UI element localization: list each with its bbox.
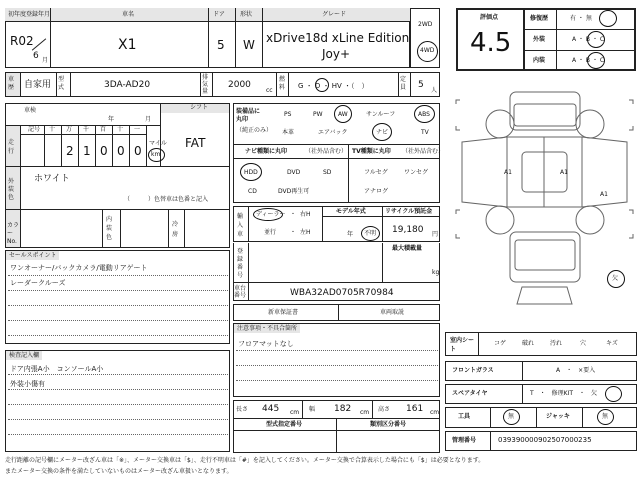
equipment-sub: （純正のみ）: [236, 127, 273, 134]
interior-b-circle: [587, 52, 605, 69]
front-glass-items: A ・ ×要入: [556, 367, 596, 374]
max-load-label: 最大積載量: [392, 245, 423, 252]
sales-point-line2: レーダークルーズ: [10, 279, 66, 287]
equip-ps: PS: [284, 111, 292, 118]
displacement-label: 排気量: [202, 74, 209, 95]
cold-label: 冷房: [172, 221, 179, 238]
grade-label: グレード: [322, 11, 347, 18]
navi-sub: （社外品含む）: [305, 148, 348, 155]
capacity-label: 定員: [400, 76, 407, 91]
model-value: 3DA-AD20: [104, 80, 151, 90]
score-label: 評価点: [480, 14, 499, 21]
type-cert-label: 型式指定番号: [266, 421, 303, 428]
inspection-year-unit: 年: [108, 116, 115, 123]
inspector-line1: ドア内張A小 コンソールA小: [10, 365, 104, 373]
seat-item-2: 汚れ: [550, 340, 563, 347]
equip-abs: ABS: [418, 111, 430, 118]
model-label: 型式: [58, 76, 65, 91]
exterior-color-label: 外装色: [8, 178, 15, 201]
first-reg-month-unit: 月: [42, 57, 49, 64]
navi-cd: CD: [248, 188, 257, 195]
seat-item-1: 破れ: [522, 340, 535, 347]
mileage-digit-2: 1: [83, 144, 91, 158]
mileage-digit-4: 0: [117, 144, 125, 158]
mileage-label: 走行: [8, 139, 15, 155]
mileage-digit-5: 0: [134, 144, 142, 158]
equip-leather: 本革: [282, 129, 295, 136]
fuel-label: 燃料: [279, 76, 286, 91]
interior-color-label: 内装色: [106, 216, 113, 241]
car-name: X1: [118, 37, 137, 53]
diagram-a1-bottom: A1: [600, 191, 608, 198]
car-diagram: [452, 82, 637, 322]
inspection-month-unit: 月: [145, 116, 152, 123]
tv-oneseg: ワンセグ: [404, 169, 429, 176]
score-value: 4.5: [470, 28, 512, 58]
tv-label: TV種類に丸印: [352, 148, 391, 155]
import-label: 輸入車: [237, 213, 244, 238]
capacity-unit: 人: [431, 87, 438, 94]
tv-fullseg: フルセグ: [364, 169, 388, 176]
car-outline-svg: [452, 82, 637, 322]
first-reg-month: 6: [33, 51, 39, 61]
use-label: 車歴: [8, 76, 15, 91]
model-year-unknown: 不明: [364, 230, 377, 237]
seat-item-4: キズ: [606, 340, 618, 347]
equipment-label: 装備品に丸印: [236, 108, 261, 123]
import-dealer: ディーラー: [256, 211, 286, 218]
equip-pw: PW: [313, 111, 323, 118]
navi-dvd-play: DVD再生可: [278, 188, 310, 195]
mileage-unit-0: 十: [49, 126, 56, 133]
height-label: 高さ: [378, 406, 391, 413]
inspection-label: 車検: [24, 107, 37, 114]
exterior-b-circle: [587, 31, 605, 48]
fuel-diesel-circle: [315, 78, 329, 92]
footer-line1: 走行距離の記号欄にメーター改ざん車は「※」、メーター交換車は「$」、走行不明車は「#」を記入してください。メーター交換で合算表示した場合にも「$」は必要となります。: [5, 457, 485, 464]
mileage-unit-5: 一: [134, 126, 141, 133]
capacity-value: 5: [418, 80, 424, 90]
length-unit: cm: [290, 409, 300, 416]
fuel-options: G ・ D ・ HV ・（ ）: [298, 82, 369, 90]
repair-none-circle: [599, 10, 617, 27]
spare-tire-none-circle: [605, 386, 622, 402]
mileage-unit-1: 万: [66, 126, 73, 133]
model-year-unit: 年: [347, 231, 354, 238]
doors-value: 5: [217, 38, 225, 52]
width-label: 幅: [309, 406, 316, 413]
navi-sd: SD: [323, 169, 332, 176]
chassis-value: WBA32AD0705R70984: [290, 288, 394, 298]
import-right-mark: ・: [290, 211, 297, 218]
mile-label: マイル: [149, 140, 167, 147]
jack-label: ジャッキ: [546, 413, 570, 420]
mileage-unit-2: 千: [83, 126, 90, 133]
cc-unit: cc: [266, 87, 273, 94]
sales-point-line1: ワンオーナー/バックカメラ/電動リアゲート: [10, 264, 148, 272]
interior-options: A ・ B ・ C: [572, 57, 605, 64]
equip-aw: AW: [338, 111, 348, 118]
spare-tire-label: スペアタイヤ: [452, 390, 488, 397]
class-label: 類別区分番号: [370, 421, 407, 428]
shape-label: 形状: [240, 11, 253, 18]
width-unit: cm: [360, 409, 370, 416]
shift-value: FAT: [185, 136, 206, 150]
exterior-color-note: （ ）色替車は色番と記入: [124, 196, 209, 203]
exterior-color-value: ホワイト: [34, 174, 70, 184]
import-left: 左H: [300, 229, 311, 236]
seat-item-3: 穴: [580, 340, 587, 347]
exterior-options: A ・ B ・ C: [572, 36, 605, 43]
spare-tire-items: T ・ 修理KIT ・ 欠: [530, 390, 598, 397]
notes-line1: フロアマットなし: [238, 340, 294, 348]
manual-label: 車両取説: [380, 309, 405, 316]
first-reg-label: 初年度登録年月: [8, 11, 51, 18]
chassis-label: 車台番号: [234, 285, 247, 299]
seat-item-0: コゲ: [494, 340, 507, 347]
drive-2wd: 2WD: [418, 21, 433, 28]
drive-4wd: 4WD: [420, 47, 435, 54]
equip-airbag: エアバック: [318, 129, 348, 136]
import-right: 右H: [300, 211, 311, 218]
reg-number-label: 登録番号: [237, 248, 244, 279]
navi-dvd: DVD: [287, 169, 301, 176]
diagram-a1-right: A1: [560, 169, 568, 176]
model-year-label: モデル年式: [336, 208, 366, 215]
inspector-line2: 外装小傷有: [10, 380, 45, 388]
tools-label: 工具: [458, 413, 471, 420]
height-unit: cm: [430, 409, 440, 416]
import-parallel: 並行: [264, 229, 277, 236]
equip-sunroof: サンルーフ: [366, 111, 396, 118]
displacement-value: 2000: [228, 80, 251, 90]
interior-label: 内装: [533, 57, 546, 64]
shift-label: シフト: [190, 104, 209, 111]
jack-value: 無: [602, 413, 609, 420]
grade-line2: Joy+: [322, 47, 351, 61]
tv-analog: アナログ: [364, 188, 389, 195]
equip-tv: TV: [421, 129, 429, 136]
navi-label: ナビ種類に丸印: [245, 148, 288, 155]
mileage-unit-3: 百: [100, 126, 107, 133]
recycle-value: 19,180: [392, 225, 424, 235]
repair-label: 修復歴: [530, 15, 549, 22]
car-name-label: 車名: [122, 11, 135, 18]
color-no-label: カラーNo.: [7, 222, 20, 245]
diagram-a1-left: A1: [504, 169, 512, 176]
warranty-label: 新車保証書: [268, 309, 299, 316]
mileage-unit-4: 十: [117, 126, 124, 133]
mileage-note-label: 記号: [28, 126, 41, 133]
management-label: 管理番号: [452, 437, 477, 444]
shape-value: W: [243, 38, 255, 52]
equip-navi: ナビ: [376, 129, 389, 136]
diagram-legend: 欠: [612, 275, 619, 282]
first-reg-era-year: R02: [10, 34, 34, 48]
height-value: 161: [406, 404, 424, 414]
sales-point-label: セールスポイント: [6, 251, 59, 260]
recycle-unit: 円: [432, 231, 439, 238]
km-label: km: [151, 151, 161, 158]
length-label: 長さ: [236, 406, 249, 413]
import-left-mark: ・: [290, 229, 297, 236]
footer-line2: またメーター交換の条件を満たしていないものはメーター改ざん車扱いとなります。: [5, 468, 233, 475]
navi-hdd: HDD: [244, 169, 258, 176]
tools-value: 無: [508, 413, 515, 420]
recycle-label: リサイクル預託金: [385, 208, 433, 215]
mileage-digit-1: 2: [66, 144, 74, 158]
front-glass-label: フロントガラス: [452, 367, 494, 374]
inspector-label: 検査記入欄: [6, 351, 42, 360]
grade-line1: xDrive18d xLine Edition: [266, 31, 410, 45]
width-value: 182: [334, 404, 352, 414]
seat-label: 室内シート: [450, 337, 475, 353]
tv-sub: （社外品含む）: [402, 148, 445, 155]
warranty-block: [233, 304, 440, 321]
notes-label: 注意事項・不具合箇所: [234, 324, 300, 333]
repair-options: 有 ・ 無: [570, 15, 592, 22]
doors-label: ドア: [213, 11, 225, 18]
use-value: 自家用: [24, 80, 52, 90]
exterior-label: 外装: [533, 36, 546, 43]
management-value: 039390000902507000235: [498, 436, 592, 444]
mileage-digit-3: 0: [100, 144, 108, 158]
notes-block: [233, 323, 440, 397]
length-value: 445: [262, 404, 280, 414]
max-load-unit: kg: [432, 269, 440, 276]
